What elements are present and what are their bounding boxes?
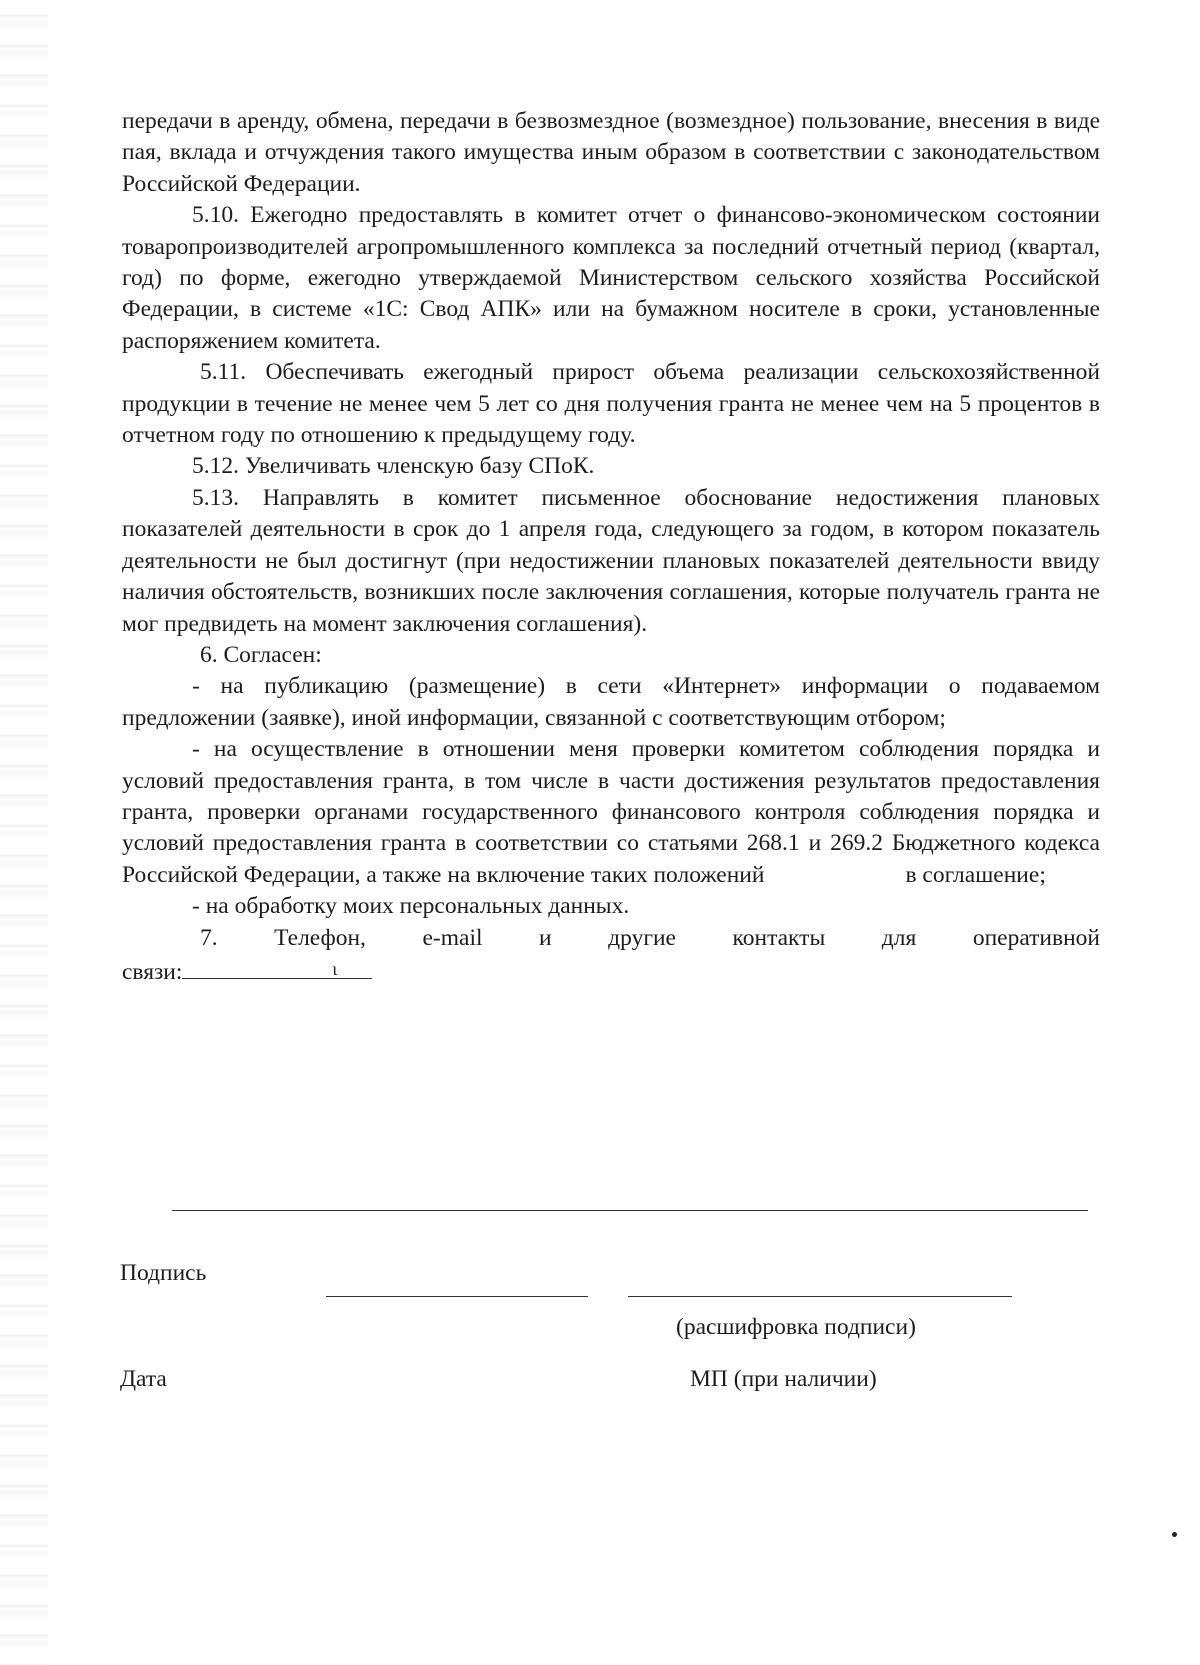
paragraph-5-11: 5.11. Обеспечивать ежегодный прирост объема реализации сельскохозяйственной продукции в течение не менее чем 5 лет со дня получения гранта не менее чем на 5 процентов в отчетном году по отношению к предыдущему году.	[122, 359, 1100, 449]
paragraph-6-publication: - на публикацию (размещение) в сети «Интернет» информации о подаваемом предложении (заявке), иной информации, связанной с соответствующим отбором;	[122, 673, 1100, 731]
seal-label: МП (при наличии)	[690, 1366, 877, 1392]
paragraph-6-inspection: - на осуществление в отношении меня проверки комитетом соблюдения порядка и условий предоставления гранта, в том числе в части достижения результатов предоставления гранта, проверки органами государственного финансового контроля соблюдения порядка и условий предоставления гранта в соответствии со статьями 268.1 и 269.2 Бюджетного кодекса Российской Федерации, а также на включение таких положений в соглашение;	[122, 736, 1106, 888]
contact-blank-line[interactable]	[172, 1210, 1088, 1211]
contact-blank-field[interactable]	[182, 954, 372, 979]
document-body	[122, 106, 1106, 988]
signature-label: Подпись	[120, 1260, 207, 1286]
paragraph-property-transfer: передачи в аренду, обмена, передачи в безвозмездное (возмездное) пользование, внесения в виде пая, вклада и отчуждения такого имущества иным образом в соответствии с законодательством Российской Федерации.	[122, 108, 1100, 197]
signature-decoding-blank-line[interactable]	[628, 1296, 1012, 1297]
contact-mark: ι	[332, 958, 338, 979]
scan-edge-noise	[0, 0, 48, 1665]
paragraph-5-12: 5.12. Увеличивать членскую базу СПоК.	[192, 453, 595, 480]
scan-speck	[1172, 1532, 1177, 1537]
date-label: Дата	[120, 1366, 167, 1392]
signature-decoding-caption: (расшифровка подписи)	[676, 1314, 916, 1340]
paragraph-5-10: 5.10. Ежегодно предоставлять в комитет отчет о финансово-экономическом состоянии товаропроизводителей агропромышленного комплекса за последний отчетный период (квартал, год) по форме, ежегодно утверждаемой Министерством сельского хозяйства Российской Федерации, в системе «1С: Свод АПК» или на бумажном носителе в сроки, установленные распоряжением комитета.	[122, 202, 1100, 354]
paragraph-7-contacts: 7. Телефон, e-mail и другие контакты для оперативной	[200, 924, 1100, 951]
signature-blank-line[interactable]	[326, 1296, 588, 1297]
paragraph-6-personal-data: - на обработку моих персональных данных.	[192, 893, 630, 920]
paragraph-5-13: 5.13. Направлять в комитет письменное обоснование недостижения плановых показателей деятельности в срок до 1 апреля года, следующего за годом, в котором показатель деятельности не был достигнут (при недостижении плановых показателей деятельности ввиду наличия обстоятельств, возникших после заключения соглашения, которые получатель гранта не мог предвидеть на момент заключения соглашения).	[122, 484, 1100, 637]
contact-line	[122, 954, 1100, 988]
contact-label: связи:	[122, 958, 183, 985]
paragraph-6-heading: 6. Согласен:	[200, 641, 322, 668]
